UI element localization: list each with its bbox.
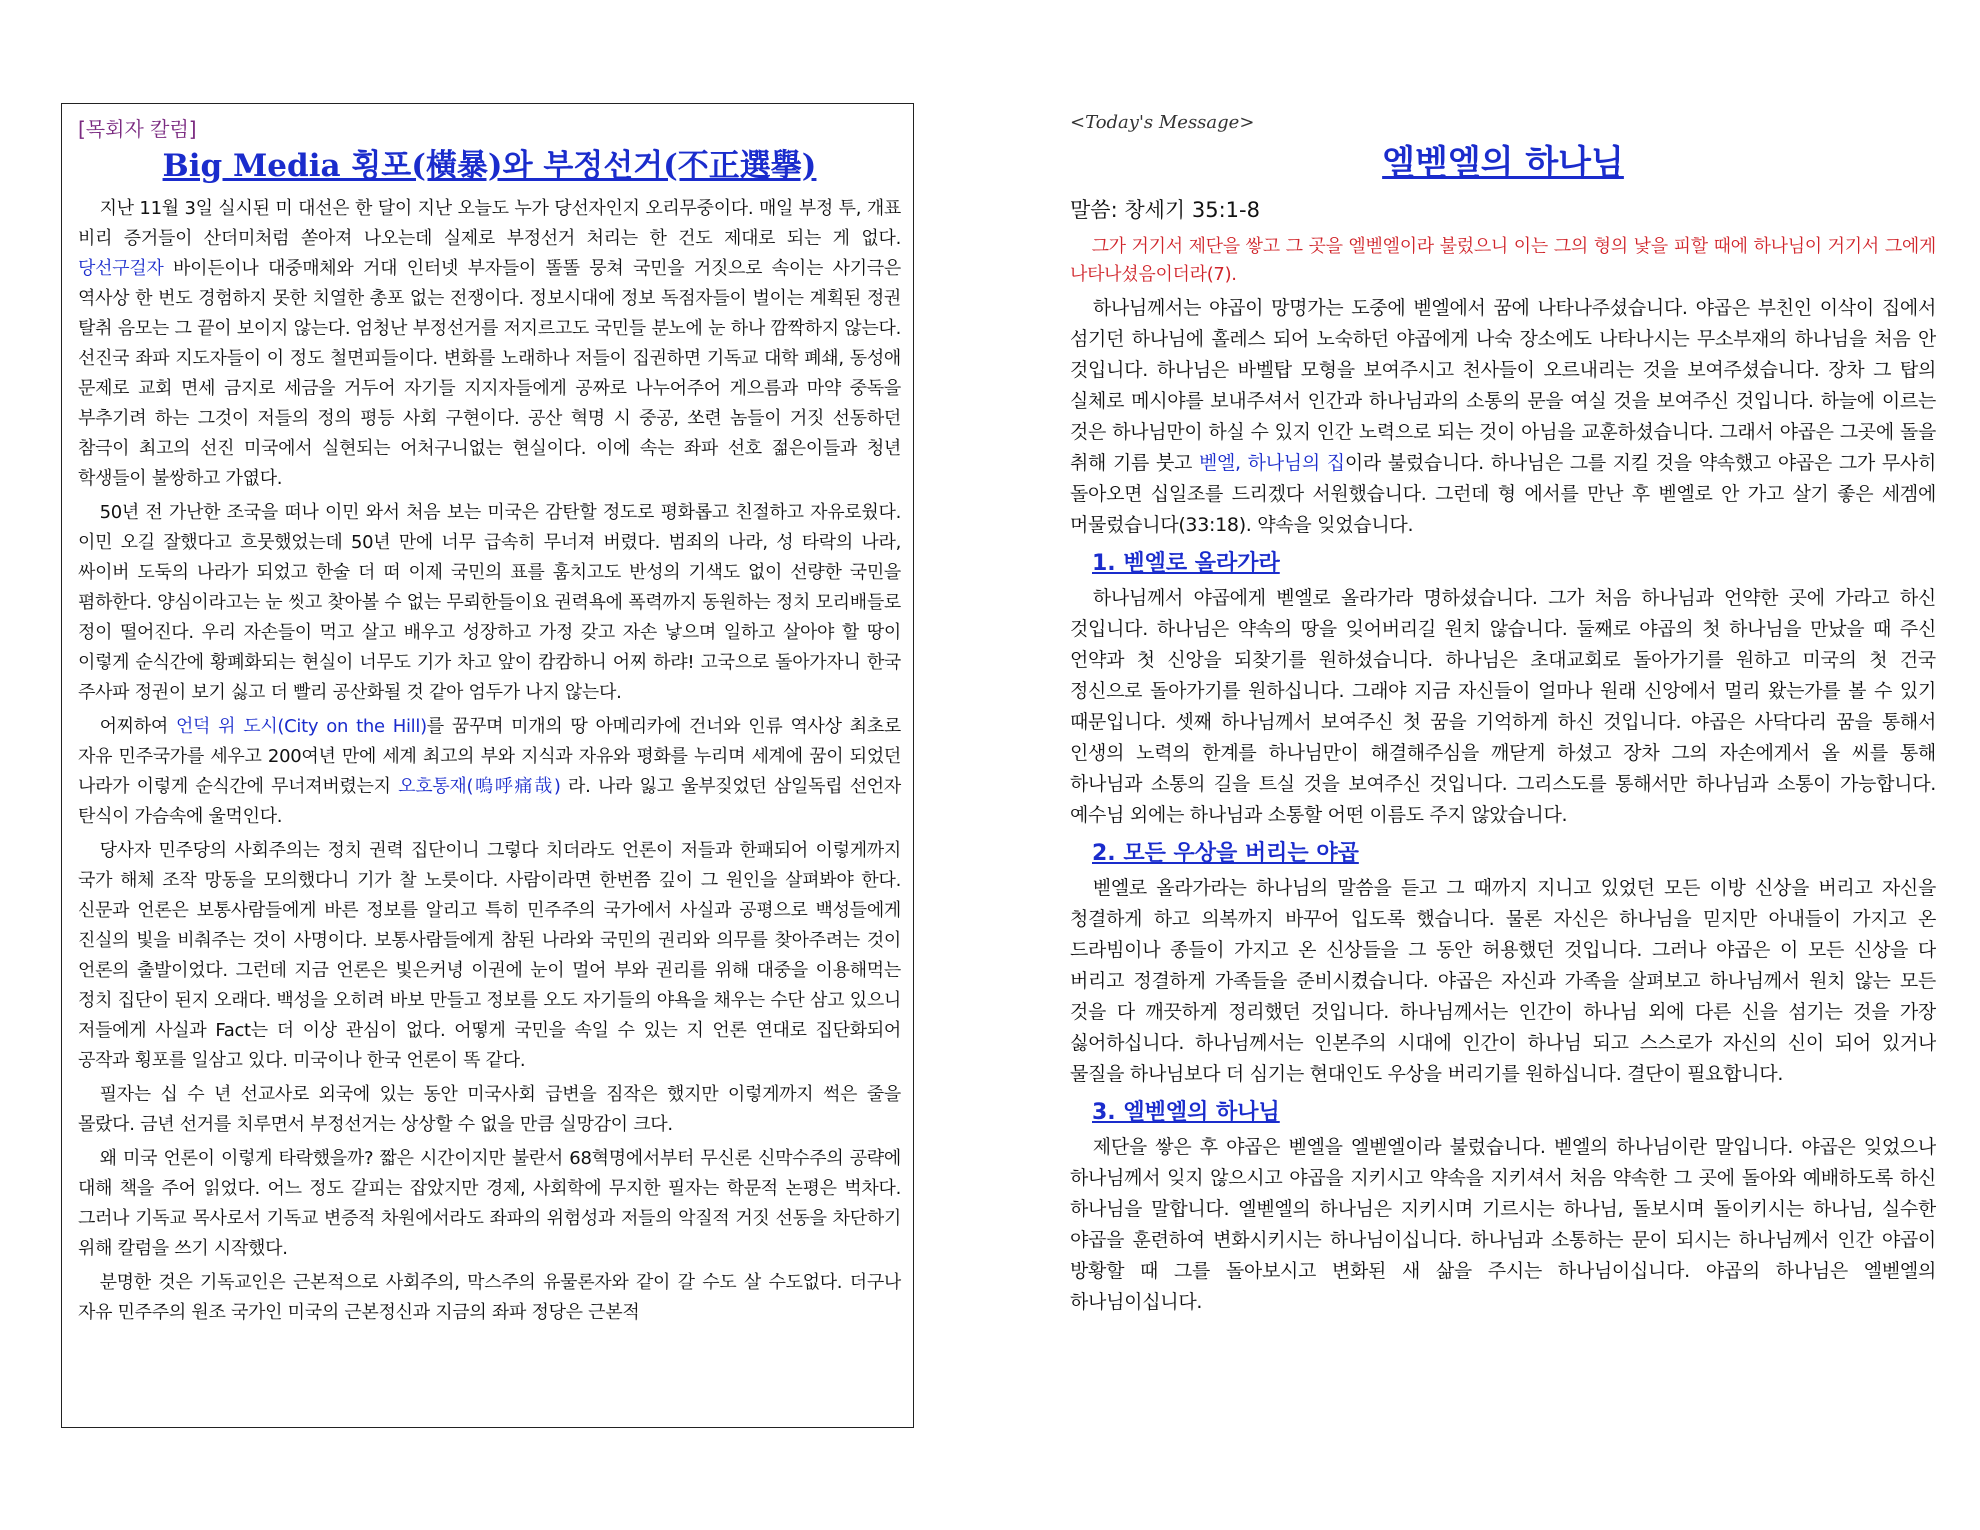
column-title: Big Media 횡포(橫暴)와 부정선거(不正選擧) [162, 148, 817, 184]
text-run: 하나님께서는 야곱이 망명가는 도중에 벧엘에서 꿈에 나타나주셨습니다. 야곱은 부친인 이삭이 집에서 섬기던 하나님에 홀레스 되어 노숙하던 야곱에게 나숙 장소에도 나타나시는 무소부재의 하나님을 처음 안 것입니다. 하나님은 바벨탑 모형을 보여주시고 천사들이 오르내리는 것을 보여주셨습니다. 장차 그 탑의 실체로 메시야를 보내주셔서 인간과 하나님과의 소통의 문을 여실 것을 보여주신 것입니다. 하늘에 이르는 것은 하나님만이 하실 수 있지 인간 노력으로 되는 것이 아님을 교훈하셨습니다. 그래서 야곱은 그곳에 돌을 취해 기름 붓고 [1070, 297, 1936, 474]
section-2-heading: 2. 모든 우상을 버리는 야곱 [1092, 841, 1359, 866]
column-paragraph-7: 분명한 것은 기독교인은 근본적으로 사회주의, 막스주의 유물론자와 같이 갈 수도 살 수도없다. 더구나 자유 민주주의 원조 국가인 미국의 근본정신과 지금의 좌파 정당은 근본적 [78, 1272, 901, 1323]
section-1-heading: 1. 벧엘로 올라가라 [1092, 551, 1280, 576]
column-paragraph-5: 필자는 십 수 년 선교사로 외국에 있는 동안 미국사회 급변을 짐작은 했지만 이렇게까지 썩은 줄을 몰랐다. 금년 선거를 치루면서 부정선거는 상상할 수 없을 만큼 실망감이 크다. [78, 1084, 901, 1135]
text-run: 어찌하여 [99, 716, 176, 737]
scripture-quote: 그가 거기서 제단을 쌓고 그 곳을 엘벧엘이라 불렀으니 이는 그의 형의 낯을 피할 때에 하나님이 거기서 그에게 나타나셨음이더라(7). [1070, 236, 1936, 285]
section-1-body: 하나님께서 야곱에게 벧엘로 올라가라 명하셨습니다. 그가 처음 하나님과 언약한 곳에 가라고 하신 것입니다. 하나님은 약속의 땅을 잊어버리길 원치 않습니다. 둘째로 야곱의 첫 하나님을 만났을 때 주신 언약과 첫 신앙을 되찾기를 원하셨습니다. 하나님은 초대교회로 돌아가기를 원하고 미국의 첫 건국 정신으로 돌아가기를 원하십니다. 그래야 지금 자신들이 얼마나 원래 신앙에서 멀리 왔는가를 볼 수 있기 때문입니다. 셋째 하나님께서 보여주신 첫 꿈을 기억하게 하신 것입니다. 야곱은 사닥다리 꿈을 통해서 인생의 노력의 한계를 하나님만이 해결해주심을 깨닫게 하셨고 장차 그의 자손에게서 올 씨를 통해 하나님과 소통의 길을 트실 것을 보여주신 것입니다. 그리스도를 통해서만 하나님과 소통이 가능합니다. 예수님 외에는 하나님과 소통할 어떤 이름도 주지 않았습니다. [1070, 587, 1936, 826]
text-run: 이라 불렀습니다. 하나님은 그를 지킬 것을 약속했고 야곱은 그가 무사히 돌아오면 십일조를 드리겠다 서원했습니다. 그런데 형 에서를 만난 후 벧엘로 안 가고 살기 좋은 세겜에 머물렀습니다(33:18). 약속을 잊었습니다. [1070, 452, 1936, 536]
highlight-term: 오호통재(嗚呼痛哉) [398, 776, 561, 797]
section-3-heading: 3. 엘벧엘의 하나님 [1092, 1100, 1280, 1125]
section-3-body: 제단을 쌓은 후 야곱은 벧엘을 엘벧엘이라 불렀습니다. 벧엘의 하나님이란 말입니다. 야곱은 잊었으나 하나님께서 잊지 않으시고 야곱을 지키시고 약속을 지키셔서 처음 약속한 그 곳에 돌아와 예배하도록 하신 하나님을 말합니다. 엘벧엘의 하나님은 지키시며 기르시는 하나님, 돌보시며 돌이키시는 하나님, 실수한 야곱을 훈련하여 변화시키시는 하나님이십니다. 하나님과 소통하는 문이 되시는 하나님께서 인간 야곱이 방황할 때 그를 돌아보시고 변화된 새 삶을 주시는 하나님이십니다. 야곱의 하나님은 엘벧엘의 하나님이십니다. [1070, 1136, 1936, 1313]
text-run: 라. 나라 잃고 울부짖었던 삼일독립 선언자 탄식이 가슴속에 울먹인다. [78, 776, 901, 827]
message-label: <Today's Message> [1070, 112, 1255, 133]
pastor-column [61, 103, 914, 1428]
message-intro [1070, 293, 1936, 541]
highlight-term: 벧엘, 하나님의 집 [1198, 452, 1345, 474]
text-run: 를 꿈꾸며 미개의 땅 아메리카에 건너와 인류 역사상 최초로 자유 민주국가를 세우고 200여년 만에 세계 최고의 부와 지식과 자유와 평화를 누리며 세계에 꿈이 되었던 나라가 이렇게 순식간에 무너져버렸는지 [78, 716, 902, 797]
highlight-term: 언덕 위 도시(City on the Hill) [175, 716, 427, 737]
column-paragraph-1 [78, 194, 901, 494]
section-2-body: 벧엘로 올라가라는 하나님의 말씀을 듣고 그 때까지 지니고 있었던 모든 이방 신상을 버리고 자신을 청결하게 하고 의복까지 바꾸어 입도록 했습니다. 물론 자신은 하나님을 믿지만 아내들이 가지고 온 드라빔이나 종들이 가지고 온 신상들을 그 동안 허용했던 것입니다. 그러나 야곱은 이 모든 신상을 다 버리고 정결하게 가족들을 준비시켰습니다. 야곱은 자신과 가족을 살펴보고 하나님께서 원치 않는 모든 것을 다 깨끗하게 정리했던 것입니다. 하나님께서는 인간이 하나님 외에 다른 신을 섬기는 것을 가장 싫어하십니다. 하나님께서는 인본주의 시대에 인간이 하나님 되고 스스로가 자신의 신이 되어 있거나 물질을 하나님보다 더 심기는 현대인도 우상을 버리기를 원하십니다. 결단이 필요합니다. [1070, 877, 1936, 1085]
highlight-term: 당선구걸자 [78, 258, 164, 279]
text-run: 지난 11월 3일 실시된 미 대선은 한 달이 지난 오늘도 누가 당선자인지 오리무중이다. 매일 부정 투, 개표 비리 증거들이 산더미처럼 쏟아져 나오는데 실제로 부정선거 처리는 한 건도 제대로 되는 게 없다. [78, 198, 901, 249]
column-paragraph-6: 왜 미국 언론이 이렇게 타락했을까? 짧은 시간이지만 불란서 68혁명에서부터 무신론 신막수주의 공략에 대해 책을 주어 읽었다. 어느 정도 갈피는 잡았지만 경제, 사회학에 무지한 필자는 학문적 논평은 벅차다. 그러나 기독교 목사로서 기독교 변증적 차원에서라도 좌파의 위험성과 저들의 악질적 거짓 선동을 차단하기 위해 칼럼을 쓰기 시작했다. [78, 1148, 901, 1259]
scripture-reference: 말씀: 창세기 35:1-8 [1070, 198, 1260, 222]
column-paragraph-3 [78, 712, 901, 832]
message-title: 엘벧엘의 하나님 [1382, 143, 1624, 183]
column-paragraph-4: 당사자 민주당의 사회주의는 정치 권력 집단이니 그렇다 치더라도 언론이 저들과 한패되어 이렇게까지 국가 해체 조작 망동을 모의했다니 기가 찰 노릇이다. 사람이라면 한번쯤 깊이 그 원인을 살펴봐야 한다. 신문과 언론은 보통사람들에게 바른 정보를 알리고 특히 민주주의 국가에서 사실과 공평으로 백성들에게 진실의 빛을 비춰주는 것이 사명이다. 보통사람들에게 참된 나라와 국민의 권리와 의무를 찾아주려는 것이 언론의 출발이었다. 그런데 지금 언론은 빛은커녕 이권에 눈이 멀어 부와 권리를 위해 대중을 이용해먹는 정치 집단이 된지 오래다. 백성을 오히려 바보 만들고 정보를 오도 자기들의 야욕을 채우는 수단 삼고 있으니 저들에게 사실과 Fact는 더 이상 관심이 없다. 어떻게 국민을 속일 수 있는 지 언론 연대로 집단화되어 공작과 횡포를 일삼고 있다. 미국이나 한국 언론이 똑 같다. [78, 840, 901, 1071]
column-paragraph-2: 50년 전 가난한 조국을 떠나 이민 와서 처음 보는 미국은 감탄할 정도로 평화롭고 친절하고 자유로웠다. 이민 오길 잘했다고 흐뭇했었는데 50년 만에 너무 급속히 무너져 버렸다. 범죄의 나라, 성 타락의 나라, 싸이버 도둑의 나라가 되었고 한술 더 떠 이제 국민의 표를 훔치고도 반성의 기색도 없이 선량한 국민을 폄하한다. 양심이라고는 눈 씻고 찾아볼 수 없는 무뢰한들이요 권력욕에 폭력까지 동원하는 정치 모리배들로 정이 떨어진다. 우리 자손들이 먹고 살고 배우고 성장하고 가정 갖고 자손 낳으며 일하고 살아야 할 땅이 이렇게 순식간에 황폐화되는 현실이 너무도 기가 차고 앞이 캄캄하니 어찌 하랴! 고국으로 돌아가자니 한국 주사파 정권이 보기 싫고 더 빨리 공산화될 것 같아 엄두가 나지 않는다. [78, 502, 901, 703]
todays-message [1070, 112, 1936, 1452]
text-run: 바이든이나 대중매체와 거대 인터넷 부자들이 똘똘 뭉쳐 국민을 거짓으로 속이는 사기극은 역사상 한 번도 경험하지 못한 치열한 총포 없는 전쟁이다. 정보시대에 정보 독점자들이 벌이는 계획된 정권 탈취 음모는 그 끝이 보이지 않는다. 엄청난 부정선거를 저지르고도 국민들 분노에 눈 하나 깜짝하지 않는다. 선진국 좌파 지도자들이 이 정도 철면피들이다. 변화를 노래하나 저들이 집권하면 기독교 대학 폐쇄, 동성애 문제로 교회 면세 금지로 세금을 거두어 자기들 지지자들에게 공짜로 나누어주어 게으름과 마약 중독을 부추기려 하는 그것이 저들의 정의 평등 사회 구현이다. 공산 혁명 시 중공, 쏘련 놈들이 거짓 선동하던 참극이 최고의 선진 미국에서 실현되는 어처구니없는 현실이다. 이에 속는 좌파 선호 젊은이들과 청년 학생들이 불쌍하고 가엾다. [78, 258, 901, 489]
column-tag: [목회자 칼럼] [78, 117, 197, 141]
